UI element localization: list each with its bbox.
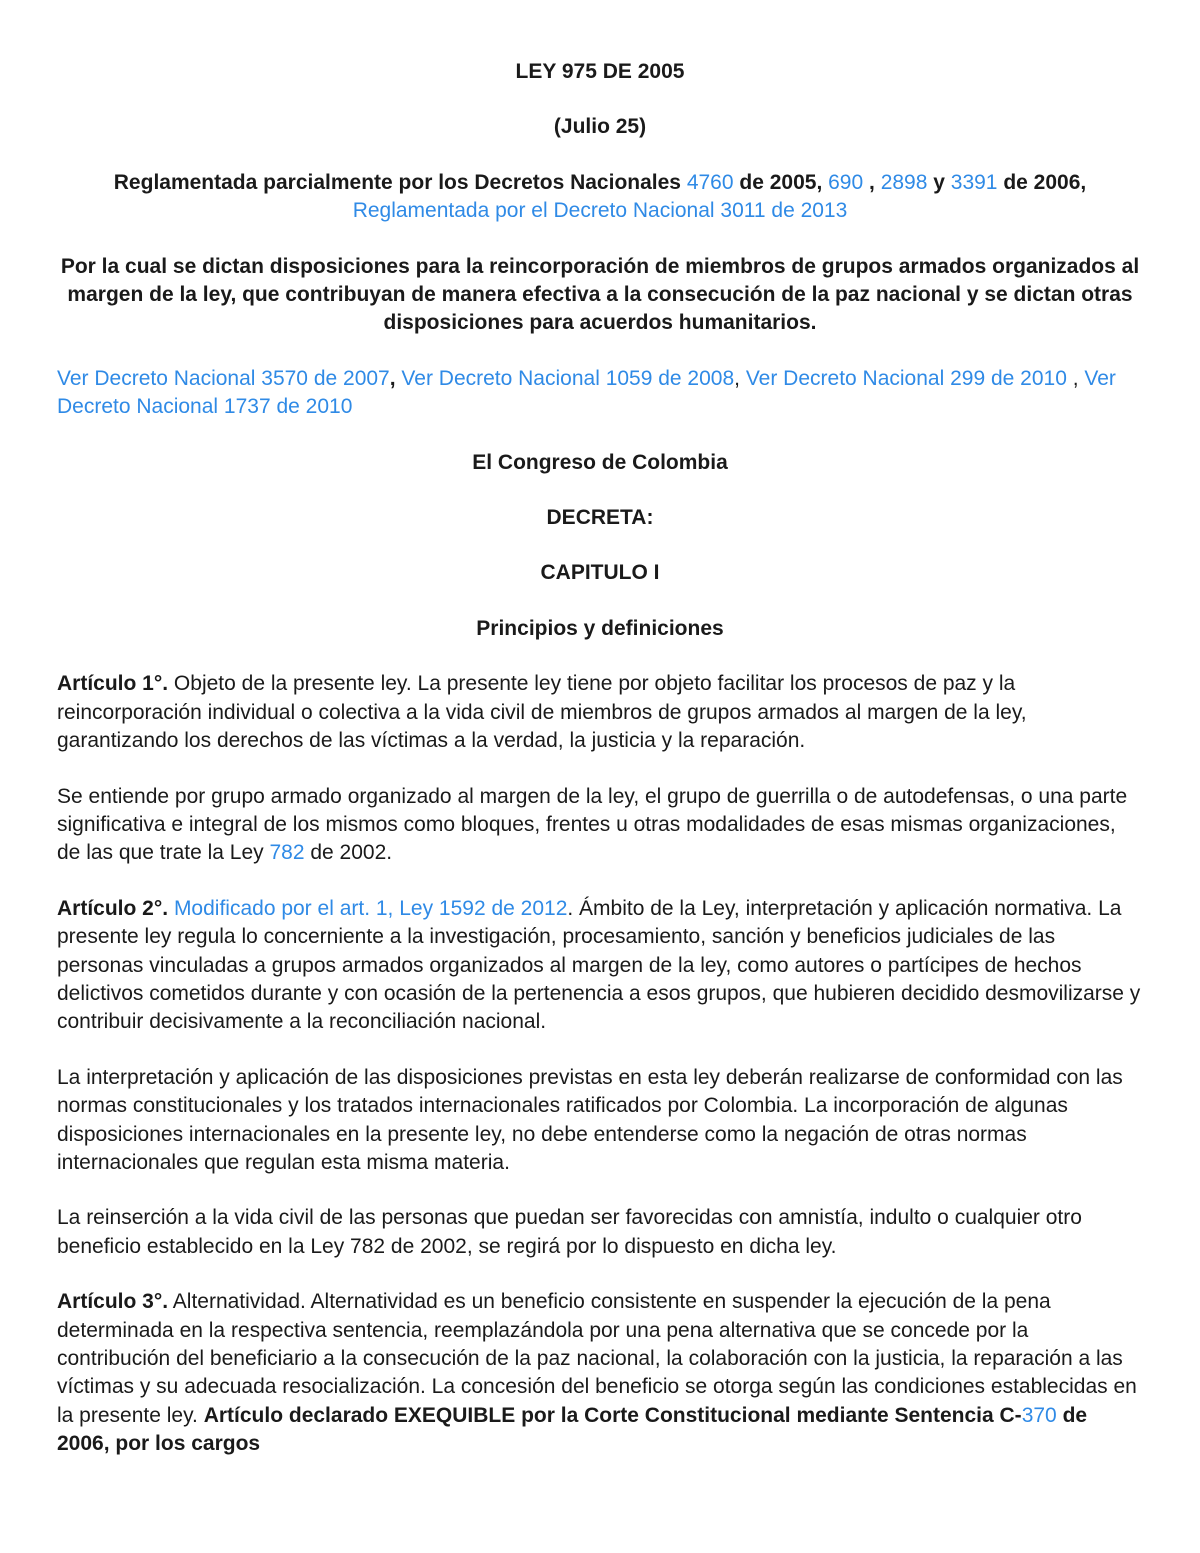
- link-ley-1592[interactable]: Modificado por el art. 1, Ley 1592 de 2012: [173, 896, 568, 920]
- law-objeto: Por la cual se dictan disposiciones para la reincorporación de miembros de grupos armados organizados al margen de la ley, que contribuyan de manera efectiva a la consecución de la paz nacional y se dictan otras disposiciones para acuerdos humanitarios.: [60, 254, 1140, 335]
- link-decreto-3391[interactable]: 3391: [950, 170, 998, 194]
- link-decreto-690[interactable]: 690: [828, 170, 864, 194]
- ver-decretos-paragraph: Ver Decreto Nacional 3570 de 2007, Ver Decreto Nacional 1059 de 2008, Ver Decreto Nacional 299 de 2010 , Ver Decreto Nacional 1737 de 2010: [57, 366, 1116, 419]
- congreso-heading: El Congreso de Colombia: [472, 450, 728, 474]
- capitulo-title: Principios y definiciones: [476, 616, 724, 640]
- articulo-1-label: Artículo 1°.: [57, 672, 169, 696]
- capitulo-heading: CAPITULO I: [540, 561, 660, 585]
- link-decreto-4760[interactable]: 4760: [686, 170, 734, 194]
- reglamentada-prefix: Reglamentada parcialmente por los Decretos Nacionales: [113, 170, 681, 194]
- link-decreto-3011[interactable]: Reglamentada por el Decreto Nacional 3011 de 2013: [352, 199, 848, 223]
- link-ver-decreto-1059[interactable]: Ver Decreto Nacional 1059 de 2008: [401, 366, 735, 390]
- articulo-1-text: Objeto de la presente ley. La presente ley tiene por objeto facilitar los procesos de paz y la reincorporación individual o colectiva a la vida civil de miembros de grupos armados al margen de la ley, garantizando los derechos de las víctimas a la verdad, la justicia y la reparación.: [57, 672, 1027, 753]
- articulo-2-text: . Ámbito de la Ley, interpretación y aplicación normativa. La presente ley regula lo concerniente a la investigación, procesamiento, sanción y beneficios judiciales de las personas vinculadas a grupos armados organizados al margen de la ley, como autores o partícipes de hechos delictivos cometidos durante y con ocasión de la pertenencia a esos grupos, que hubieren decidido desmovilizarse y contribuir decisivamente a la reconciliación nacional.: [57, 896, 1141, 1034]
- law-date: (Julio 25): [553, 115, 647, 139]
- articulo-3-exequible-end: de 2006, por los cargos: [57, 1403, 1088, 1456]
- reglamentada-paragraph: Reglamentada parcialmente por los Decretos Nacionales 4760 de 2005, 690 , 2898 y 3391 de 2006, Reglamentada por el Decreto Nacional 3011 de 2013: [113, 170, 1087, 223]
- articulo-3-exequible: Artículo declarado EXEQUIBLE por la Corte Constitucional mediante Sentencia C-: [203, 1403, 1022, 1427]
- articulo-2-paragraph: [57, 895, 1143, 1037]
- law-title: LEY 975 DE 2005: [515, 60, 685, 83]
- articulo-2-paragraph-2: La interpretación y aplicación de las disposiciones previstas en esta ley deberán realizarse de conformidad con las normas constitucionales y los tratados internacionales ratificados por Colombia. La incorporación de algunas disposiciones internacionales en la presente ley, no debe entenderse como la negación de otras normas internacionales que regulan esta misma materia.: [57, 1065, 1123, 1174]
- link-ley-782[interactable]: 782: [269, 841, 305, 865]
- articulo-3-text: Alternatividad. Alternatividad es un beneficio consistente en suspender la ejecución de la pena determinada en la respectiva sentencia, reemplazándola por una pena alternativa que se concede por la contribución del beneficiario a la consecución de la paz nacional, la colaboración con la justicia, la reparación a las víctimas y su adecuada resocialización. La concesión del beneficio se otorga según las condiciones establecidas en la presente ley.: [57, 1290, 1137, 1427]
- articulo-3-paragraph: [57, 1288, 1143, 1458]
- reglamentada-de-2005: de 2005: [733, 170, 817, 194]
- document-page: [57, 58, 1143, 1459]
- reglamentada-y: y: [927, 170, 945, 194]
- link-sentencia-c370[interactable]: 370: [1021, 1403, 1057, 1427]
- articulo-1-paragraph: [57, 670, 1143, 755]
- articulo-1-p2-text: Se entiende por grupo armado organizado al margen de la ley, el grupo de guerrilla o de autodefensas, o una parte significativa e integral de los mismos como bloques, frentes u otras modalidades de esas mismas organizaciones, de las que trate la Ley: [57, 784, 1128, 865]
- articulo-1-p2-end: de 2002.: [304, 841, 393, 865]
- reglamentada-de-2006: de 2006: [997, 170, 1081, 194]
- decreta-heading: DECRETA:: [546, 506, 654, 530]
- reglamentada-sep: ,: [863, 170, 875, 194]
- articulo-3-label: Artículo 3°.: [57, 1290, 169, 1314]
- articulo-2-label: Artículo 2°.: [57, 896, 169, 920]
- articulo-1-paragraph-2: [57, 783, 1143, 868]
- link-ver-decreto-3570[interactable]: Ver Decreto Nacional 3570 de 2007: [57, 366, 390, 390]
- link-ver-decreto-1737[interactable]: Ver Decreto Nacional 1737 de 2010: [57, 366, 1116, 419]
- link-decreto-2898[interactable]: 2898: [880, 170, 928, 194]
- link-ver-decreto-299[interactable]: Ver Decreto Nacional 299 de 2010: [745, 366, 1067, 390]
- articulo-2-paragraph-3: La reinserción a la vida civil de las personas que puedan ser favorecidas con amnistía, indulto o cualquier otro beneficio establecido en la Ley 782 de 2002, se regirá por lo dispuesto en dicha ley.: [57, 1206, 1082, 1258]
